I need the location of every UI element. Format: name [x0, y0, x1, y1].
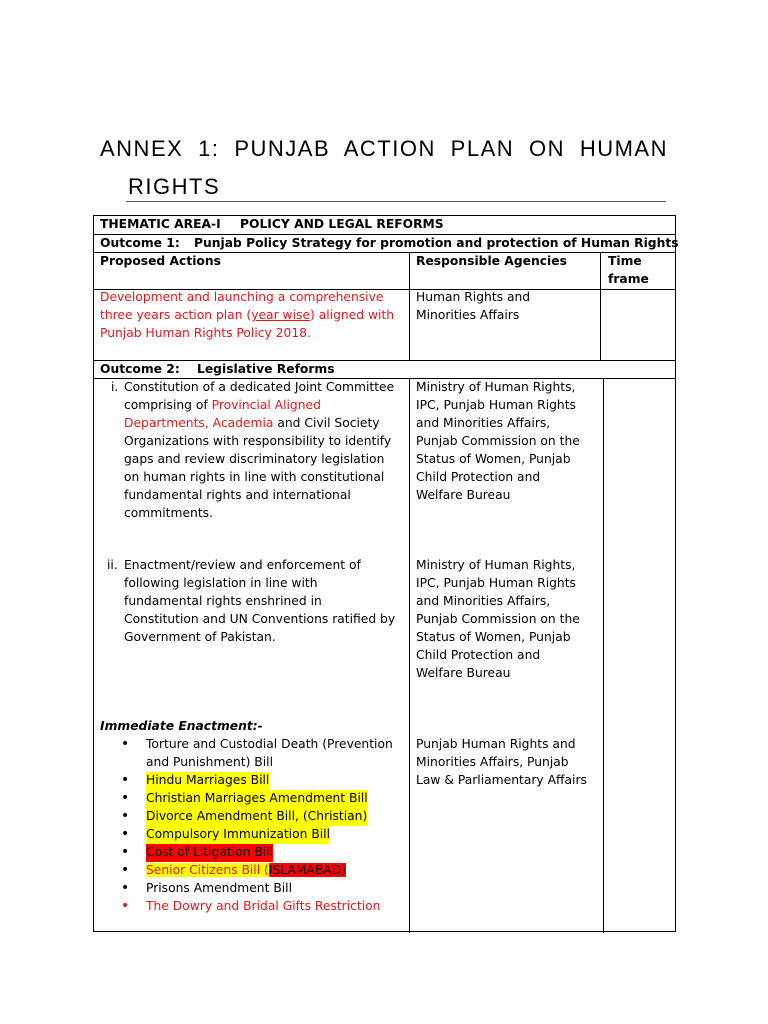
- bullet-icon: •: [121, 862, 130, 878]
- bullet-icon: •: [121, 898, 130, 914]
- column-header-time-frame: Time: [608, 254, 642, 268]
- immediate-enactment-label: Immediate Enactment:-: [100, 719, 263, 733]
- bullet-icon: •: [121, 880, 130, 896]
- action-plan-table: [93, 215, 679, 932]
- column-header-responsible-agencies: Responsible Agencies: [416, 254, 567, 268]
- item-i-agency-line: Punjab Commission on the: [416, 434, 580, 448]
- item-i-agency-line: Welfare Bureau: [416, 488, 511, 502]
- column-divider: [603, 378, 604, 933]
- row1-action-line: three years action plan (year wise) aligned with: [100, 308, 395, 322]
- outcome2-text: Legislative Reforms: [197, 362, 335, 376]
- bullet-icon: •: [121, 790, 130, 806]
- column-divider: [409, 378, 410, 933]
- item-ii-line: fundamental rights enshrined in: [124, 594, 322, 608]
- row1-action-line: Punjab Human Rights Policy 2018.: [100, 326, 311, 340]
- item-ii-agency-line: and Minorities Affairs,: [416, 594, 551, 608]
- item-ii-number: ii.: [107, 558, 118, 572]
- column-divider: [600, 252, 601, 360]
- item-i-agency-line: and Minorities Affairs,: [416, 416, 551, 430]
- table-rule: [94, 360, 675, 361]
- bill-item: Divorce Amendment Bill, (Christian): [146, 808, 367, 826]
- bills-agency-line: Minorities Affairs, Punjab: [416, 755, 569, 769]
- item-i-line: commitments.: [124, 506, 213, 520]
- item-ii-line: Constitution and UN Conventions ratified by: [124, 612, 396, 626]
- bill-item: The Dowry and Bridal Gifts Restriction: [146, 899, 381, 913]
- outcome2-label: Outcome 2:: [100, 362, 180, 376]
- item-i-agency-line: IPC, Punjab Human Rights: [416, 398, 576, 412]
- bill-item: Senior Citizens Bill (ISLAMABAD): [146, 863, 346, 877]
- item-i-line: Departments, Academia and Civil Society: [124, 416, 380, 430]
- row1-action-line: Development and launching a comprehensive: [100, 290, 384, 304]
- item-i-line: Constitution of a dedicated Joint Committee: [124, 380, 395, 394]
- column-divider: [409, 252, 410, 360]
- column-header-time-frame-2: frame: [608, 272, 649, 286]
- item-ii-line: Enactment/review and enforcement of: [124, 558, 361, 572]
- outcome1-text: Punjab Policy Strategy for promotion and protection of Human Rights: [194, 236, 679, 250]
- item-ii-agency-line: Child Protection and: [416, 648, 541, 662]
- bill-item: Torture and Custodial Death (Prevention: [146, 737, 393, 751]
- item-i-agency-line: Status of Women, Punjab: [416, 452, 571, 466]
- bill-item: Compulsory Immunization Bill: [146, 826, 330, 844]
- row1-agency-line: Human Rights and: [416, 290, 531, 304]
- item-ii-agency-line: Welfare Bureau: [416, 666, 511, 680]
- item-ii-agency-line: Punjab Commission on the: [416, 612, 580, 626]
- item-ii-line: Government of Pakistan.: [124, 630, 276, 644]
- bullet-icon: •: [121, 808, 130, 824]
- thematic-area-label: THEMATIC AREA-I: [100, 217, 221, 231]
- item-ii-agency-line: Ministry of Human Rights,: [416, 558, 576, 572]
- thematic-area-title: POLICY AND LEGAL REFORMS: [240, 217, 444, 231]
- bullet-icon: •: [121, 826, 130, 842]
- item-ii-agency-line: Status of Women, Punjab: [416, 630, 571, 644]
- bullet-icon: •: [121, 736, 130, 752]
- item-i-line: gaps and review discriminatory legislation: [124, 452, 385, 466]
- column-header-proposed-actions: Proposed Actions: [100, 254, 221, 268]
- item-i-number: i.: [111, 380, 119, 394]
- bill-item: and Punishment) Bill: [146, 755, 273, 769]
- row1-agency-line: Minorities Affairs: [416, 308, 520, 322]
- bill-item: Hindu Marriages Bill: [146, 772, 269, 790]
- item-i-line: Organizations with responsibility to identify: [124, 434, 392, 448]
- item-i-line: fundamental rights and international: [124, 488, 351, 502]
- bills-agency-line: Law & Parliamentary Affairs: [416, 773, 587, 787]
- outcome1-label: Outcome 1:: [100, 236, 180, 250]
- item-ii-line: following legislation in line with: [124, 576, 318, 590]
- page-title: ANNEX 1: PUNJAB ACTION PLAN ON HUMAN: [100, 136, 668, 161]
- item-i-agency-line: Ministry of Human Rights,: [416, 380, 576, 394]
- page-title-continued: RIGHTS: [128, 174, 221, 199]
- bullet-icon: •: [121, 772, 130, 788]
- bills-agency-line: Punjab Human Rights and: [416, 737, 576, 751]
- bill-item: Prisons Amendment Bill: [146, 881, 293, 895]
- bullet-icon: •: [121, 844, 130, 860]
- item-i-agency-line: Child Protection and: [416, 470, 541, 484]
- bill-item: Christian Marriages Amendment Bill: [146, 790, 368, 808]
- bill-item: Cost of Litigation Bill: [146, 844, 273, 862]
- item-i-line: comprising of Provincial Aligned: [124, 398, 321, 412]
- title-underline: [126, 201, 666, 202]
- item-i-line: on human rights in line with constitutional: [124, 470, 385, 484]
- item-ii-agency-line: IPC, Punjab Human Rights: [416, 576, 576, 590]
